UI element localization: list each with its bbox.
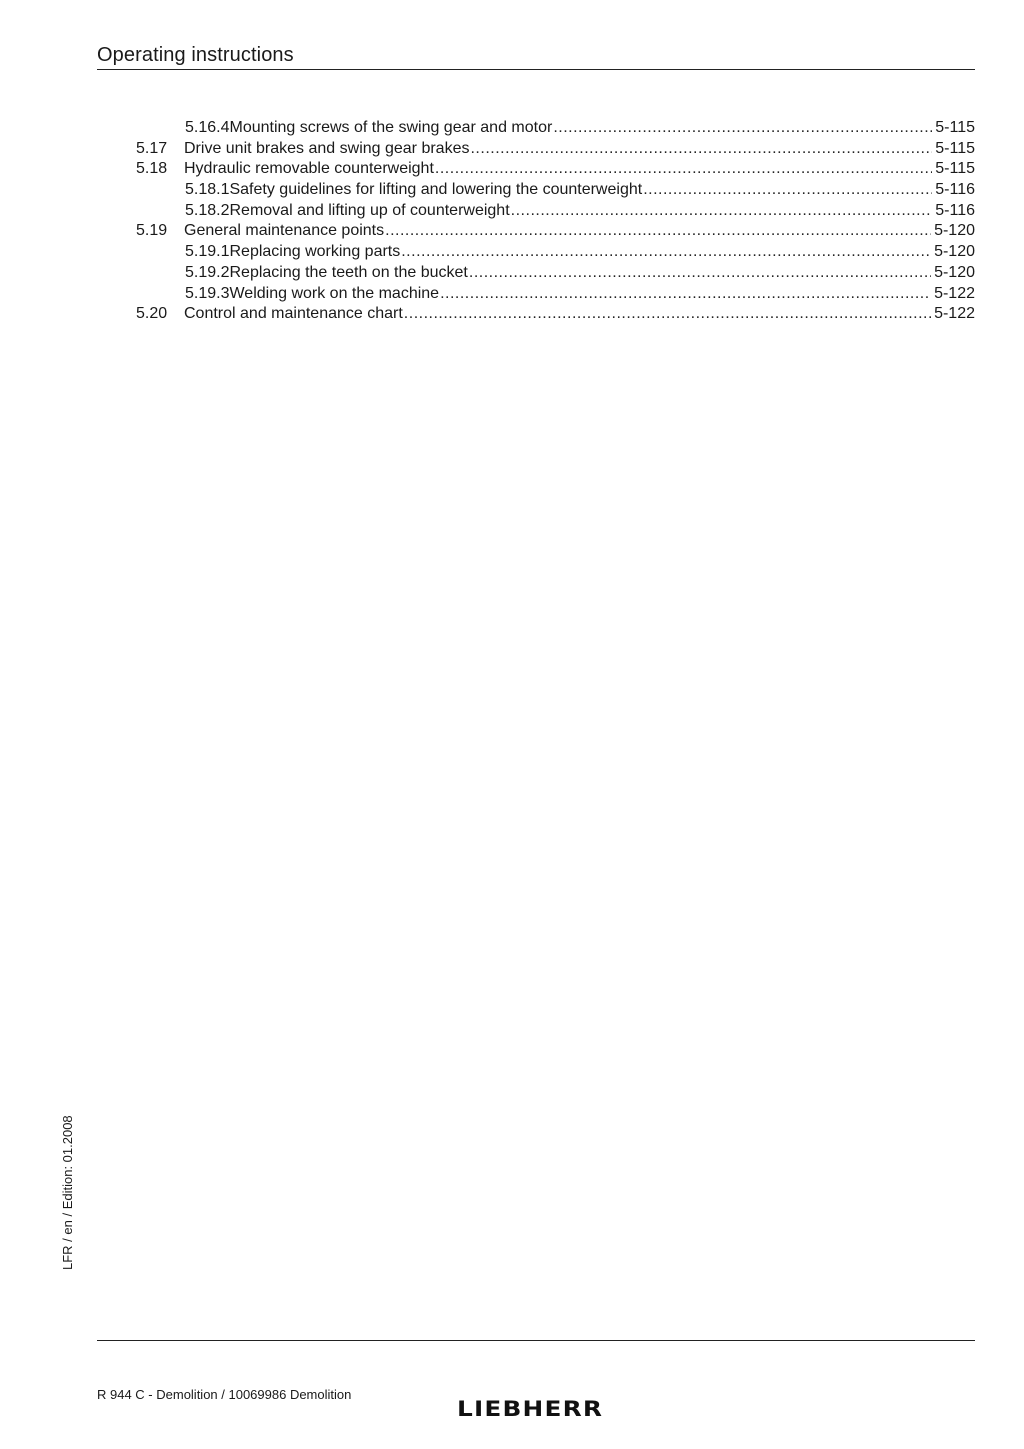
toc-dot-leader [470,139,932,160]
toc-entry-number: 5.18.1 [185,181,230,199]
toc-entry-title: General maintenance points [184,222,385,240]
toc-entry-page: 5-116 [935,181,975,199]
toc-entry-number: 5.19.1 [185,243,230,261]
toc-entry[interactable] [97,242,975,263]
toc-entry[interactable] [97,201,975,222]
toc-entry-page: 5-120 [934,222,975,240]
toc-entry-page: 5-120 [934,243,975,261]
toc-entry-title: Safety guidelines for lifting and lowering the counterweight [229,181,643,199]
toc-entry-page: 5-115 [935,139,975,157]
toc-entry-number: 5.18.2 [185,201,230,219]
toc-entry-number: 5.16.4 [185,119,230,136]
toc-entry-page: 5-122 [934,284,975,302]
toc-dot-leader [553,118,932,139]
toc-entry-title: Control and maintenance chart [184,305,403,323]
toc-entry-title: Removal and lifting up of counterweight [229,201,510,219]
footer-divider [97,1340,975,1341]
page-title: Operating instructions [97,44,294,66]
toc-entry[interactable] [97,180,975,201]
toc-entry[interactable] [97,221,975,242]
toc-dot-leader [511,201,933,222]
liebherr-logo: LIEBHERR [457,1397,604,1421]
toc-entry[interactable] [97,304,975,325]
toc-dot-leader [643,180,932,201]
toc-entry-page: 5-116 [935,201,975,219]
toc-entry-title: Replacing the teeth on the bucket [229,263,468,281]
toc-entry-number: 5.19.3 [185,284,230,302]
toc-dot-leader [385,221,931,242]
toc-entry-page: 5-115 [935,119,975,136]
toc-entry-number: 5.18 [136,160,168,178]
toc-entry[interactable] [97,139,975,160]
toc-entry[interactable] [97,263,975,284]
toc-dot-leader [401,242,931,263]
toc-entry-page: 5-120 [934,263,975,281]
toc-entry[interactable] [97,159,975,180]
toc-entry-number: 5.19 [136,222,168,240]
toc-dot-leader [469,263,931,284]
toc-entry-page: 5-115 [935,160,975,178]
toc-entry[interactable] [97,118,975,139]
toc-entry-number: 5.17 [136,139,168,157]
toc-entry-number: 5.19.2 [185,263,230,281]
edition-note: LFR / en / Edition: 01.2008 [60,1115,75,1270]
table-of-contents [97,118,975,325]
toc-entry-title: Hydraulic removable counterweight [184,160,434,178]
toc-dot-leader [440,284,931,305]
toc-entry-title: Drive unit brakes and swing gear brakes [184,139,470,157]
toc-entry-number: 5.20 [136,305,168,323]
footer-document-id: R 944 C - Demolition / 10069986 Demolition [97,1387,352,1402]
toc-dot-leader [404,304,931,325]
toc-dot-leader [435,159,932,180]
toc-entry-page: 5-122 [934,305,975,323]
toc-entry-title: Mounting screws of the swing gear and motor [229,119,553,136]
header-divider [97,69,975,70]
toc-entry[interactable] [97,284,975,305]
toc-entry-title: Replacing working parts [229,243,401,261]
toc-entry-title: Welding work on the machine [229,284,440,302]
